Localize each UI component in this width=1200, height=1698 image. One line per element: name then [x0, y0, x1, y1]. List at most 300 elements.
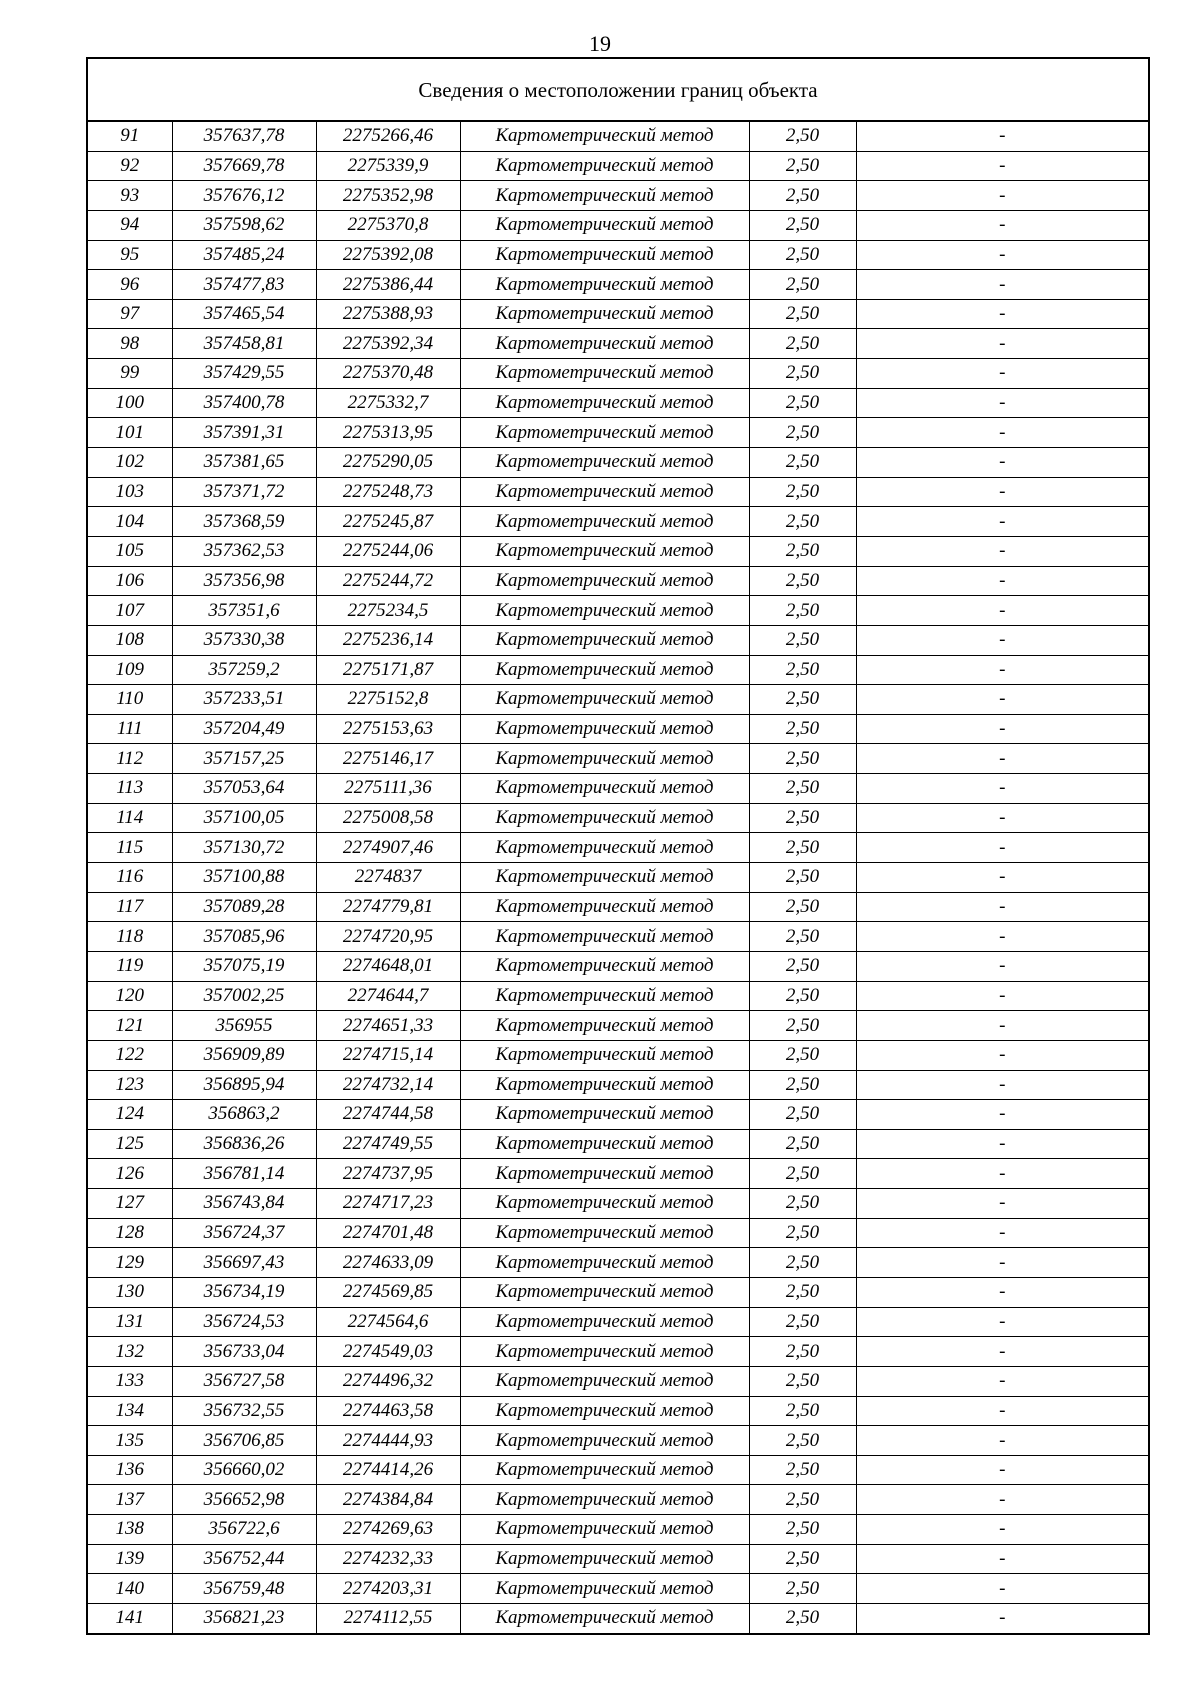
accuracy-cell: 2,50 — [749, 1337, 856, 1367]
accuracy-cell: 2,50 — [749, 714, 856, 744]
y-coordinate-cell: 2275234,5 — [316, 596, 460, 626]
accuracy-cell: 2,50 — [749, 240, 856, 270]
point-number-cell: 127 — [87, 1189, 172, 1219]
description-cell: - — [856, 477, 1149, 507]
table-row — [87, 448, 1149, 478]
y-coordinate-cell: 2275111,36 — [316, 774, 460, 804]
accuracy-cell: 2,50 — [749, 625, 856, 655]
method-cell: Картометрический метод — [460, 418, 749, 448]
y-coordinate-cell: 2275313,95 — [316, 418, 460, 448]
point-number-cell: 120 — [87, 981, 172, 1011]
point-number-cell: 96 — [87, 270, 172, 300]
y-coordinate-cell: 2274779,81 — [316, 892, 460, 922]
x-coordinate-cell: 356821,23 — [172, 1604, 316, 1634]
table-row — [87, 1277, 1149, 1307]
description-cell: - — [856, 1218, 1149, 1248]
y-coordinate-cell: 2275392,08 — [316, 240, 460, 270]
description-cell: - — [856, 329, 1149, 359]
x-coordinate-cell: 357157,25 — [172, 744, 316, 774]
y-coordinate-cell: 2275152,8 — [316, 685, 460, 715]
point-number-cell: 140 — [87, 1574, 172, 1604]
accuracy-cell: 2,50 — [749, 655, 856, 685]
table-row — [87, 922, 1149, 952]
point-number-cell: 101 — [87, 418, 172, 448]
point-number-cell: 103 — [87, 477, 172, 507]
y-coordinate-cell: 2274633,09 — [316, 1248, 460, 1278]
y-coordinate-cell: 2274907,46 — [316, 833, 460, 863]
point-number-cell: 121 — [87, 1011, 172, 1041]
y-coordinate-cell: 2275392,34 — [316, 329, 460, 359]
x-coordinate-cell: 357477,83 — [172, 270, 316, 300]
description-cell: - — [856, 1544, 1149, 1574]
y-coordinate-cell: 2274644,7 — [316, 981, 460, 1011]
accuracy-cell: 2,50 — [749, 418, 856, 448]
accuracy-cell: 2,50 — [749, 1455, 856, 1485]
point-number-cell: 91 — [87, 121, 172, 151]
table-row — [87, 507, 1149, 537]
method-cell: Картометрический метод — [460, 1396, 749, 1426]
description-cell: - — [856, 596, 1149, 626]
description-cell: - — [856, 981, 1149, 1011]
method-cell: Картометрический метод — [460, 1100, 749, 1130]
point-number-cell: 136 — [87, 1455, 172, 1485]
x-coordinate-cell: 357100,05 — [172, 803, 316, 833]
point-number-cell: 125 — [87, 1129, 172, 1159]
method-cell: Картометрический метод — [460, 299, 749, 329]
x-coordinate-cell: 357330,38 — [172, 625, 316, 655]
method-cell: Картометрический метод — [460, 1604, 749, 1634]
accuracy-cell: 2,50 — [749, 833, 856, 863]
point-number-cell: 118 — [87, 922, 172, 952]
point-number-cell: 94 — [87, 210, 172, 240]
y-coordinate-cell: 2274720,95 — [316, 922, 460, 952]
point-number-cell: 97 — [87, 299, 172, 329]
table-row — [87, 210, 1149, 240]
y-coordinate-cell: 2275244,06 — [316, 536, 460, 566]
accuracy-cell: 2,50 — [749, 566, 856, 596]
description-cell: - — [856, 655, 1149, 685]
point-number-cell: 100 — [87, 388, 172, 418]
accuracy-cell: 2,50 — [749, 388, 856, 418]
accuracy-cell: 2,50 — [749, 1604, 856, 1634]
description-cell: - — [856, 1366, 1149, 1396]
description-cell: - — [856, 270, 1149, 300]
accuracy-cell: 2,50 — [749, 507, 856, 537]
table-row — [87, 1040, 1149, 1070]
method-cell: Картометрический метод — [460, 863, 749, 893]
accuracy-cell: 2,50 — [749, 1011, 856, 1041]
x-coordinate-cell: 356727,58 — [172, 1366, 316, 1396]
description-cell: - — [856, 507, 1149, 537]
y-coordinate-cell: 2274112,55 — [316, 1604, 460, 1634]
point-number-cell: 130 — [87, 1277, 172, 1307]
y-coordinate-cell: 2275339,9 — [316, 151, 460, 181]
description-cell: - — [856, 1011, 1149, 1041]
accuracy-cell: 2,50 — [749, 1070, 856, 1100]
table-row — [87, 240, 1149, 270]
description-cell: - — [856, 1040, 1149, 1070]
x-coordinate-cell: 356863,2 — [172, 1100, 316, 1130]
method-cell: Картометрический метод — [460, 596, 749, 626]
method-cell: Картометрический метод — [460, 981, 749, 1011]
method-cell: Картометрический метод — [460, 744, 749, 774]
x-coordinate-cell: 356895,94 — [172, 1070, 316, 1100]
table-title-row — [87, 58, 1149, 121]
description-cell: - — [856, 1248, 1149, 1278]
y-coordinate-cell: 2274463,58 — [316, 1396, 460, 1426]
table-row — [87, 1366, 1149, 1396]
accuracy-cell: 2,50 — [749, 151, 856, 181]
table-row — [87, 596, 1149, 626]
point-number-cell: 137 — [87, 1485, 172, 1515]
table-row — [87, 625, 1149, 655]
table-row — [87, 388, 1149, 418]
description-cell: - — [856, 1189, 1149, 1219]
accuracy-cell: 2,50 — [749, 774, 856, 804]
description-cell: - — [856, 240, 1149, 270]
y-coordinate-cell: 2274549,03 — [316, 1337, 460, 1367]
description-cell: - — [856, 922, 1149, 952]
accuracy-cell: 2,50 — [749, 1366, 856, 1396]
method-cell: Картометрический метод — [460, 329, 749, 359]
y-coordinate-cell: 2275352,98 — [316, 181, 460, 211]
accuracy-cell: 2,50 — [749, 1189, 856, 1219]
x-coordinate-cell: 357362,53 — [172, 536, 316, 566]
method-cell: Картометрический метод — [460, 536, 749, 566]
accuracy-cell: 2,50 — [749, 448, 856, 478]
table-row — [87, 1159, 1149, 1189]
accuracy-cell: 2,50 — [749, 1515, 856, 1545]
description-cell: - — [856, 151, 1149, 181]
point-number-cell: 113 — [87, 774, 172, 804]
accuracy-cell: 2,50 — [749, 922, 856, 952]
method-cell: Картометрический метод — [460, 359, 749, 389]
table-row — [87, 714, 1149, 744]
accuracy-cell: 2,50 — [749, 270, 856, 300]
table-row — [87, 1544, 1149, 1574]
table-row — [87, 566, 1149, 596]
accuracy-cell: 2,50 — [749, 1574, 856, 1604]
x-coordinate-cell: 356706,85 — [172, 1426, 316, 1456]
description-cell: - — [856, 714, 1149, 744]
method-cell: Картометрический метод — [460, 1218, 749, 1248]
point-number-cell: 109 — [87, 655, 172, 685]
description-cell: - — [856, 1604, 1149, 1634]
x-coordinate-cell: 357391,31 — [172, 418, 316, 448]
x-coordinate-cell: 357002,25 — [172, 981, 316, 1011]
x-coordinate-cell: 356955 — [172, 1011, 316, 1041]
point-number-cell: 102 — [87, 448, 172, 478]
x-coordinate-cell: 357637,78 — [172, 121, 316, 151]
x-coordinate-cell: 357485,24 — [172, 240, 316, 270]
x-coordinate-cell: 357368,59 — [172, 507, 316, 537]
method-cell: Картометрический метод — [460, 1307, 749, 1337]
x-coordinate-cell: 356759,48 — [172, 1574, 316, 1604]
description-cell: - — [856, 121, 1149, 151]
point-number-cell: 122 — [87, 1040, 172, 1070]
accuracy-cell: 2,50 — [749, 1485, 856, 1515]
x-coordinate-cell: 357053,64 — [172, 774, 316, 804]
y-coordinate-cell: 2275386,44 — [316, 270, 460, 300]
x-coordinate-cell: 356652,98 — [172, 1485, 316, 1515]
description-cell: - — [856, 1307, 1149, 1337]
y-coordinate-cell: 2275388,93 — [316, 299, 460, 329]
y-coordinate-cell: 2275008,58 — [316, 803, 460, 833]
accuracy-cell: 2,50 — [749, 1277, 856, 1307]
accuracy-cell: 2,50 — [749, 1218, 856, 1248]
description-cell: - — [856, 536, 1149, 566]
y-coordinate-cell: 2275171,87 — [316, 655, 460, 685]
y-coordinate-cell: 2274732,14 — [316, 1070, 460, 1100]
accuracy-cell: 2,50 — [749, 981, 856, 1011]
accuracy-cell: 2,50 — [749, 803, 856, 833]
y-coordinate-cell: 2274701,48 — [316, 1218, 460, 1248]
table-row — [87, 833, 1149, 863]
accuracy-cell: 2,50 — [749, 1040, 856, 1070]
y-coordinate-cell: 2275332,7 — [316, 388, 460, 418]
method-cell: Картометрический метод — [460, 1248, 749, 1278]
method-cell: Картометрический метод — [460, 922, 749, 952]
point-number-cell: 124 — [87, 1100, 172, 1130]
point-number-cell: 95 — [87, 240, 172, 270]
table-row — [87, 270, 1149, 300]
x-coordinate-cell: 357130,72 — [172, 833, 316, 863]
y-coordinate-cell: 2274837 — [316, 863, 460, 893]
point-number-cell: 131 — [87, 1307, 172, 1337]
method-cell: Картометрический метод — [460, 1485, 749, 1515]
point-number-cell: 105 — [87, 536, 172, 566]
x-coordinate-cell: 356697,43 — [172, 1248, 316, 1278]
point-number-cell: 139 — [87, 1544, 172, 1574]
table-row — [87, 892, 1149, 922]
method-cell: Картометрический метод — [460, 121, 749, 151]
point-number-cell: 123 — [87, 1070, 172, 1100]
table-row — [87, 774, 1149, 804]
table-row — [87, 1100, 1149, 1130]
method-cell: Картометрический метод — [460, 1574, 749, 1604]
description-cell: - — [856, 1337, 1149, 1367]
y-coordinate-cell: 2274564,6 — [316, 1307, 460, 1337]
table-row — [87, 1426, 1149, 1456]
x-coordinate-cell: 356724,53 — [172, 1307, 316, 1337]
x-coordinate-cell: 357429,55 — [172, 359, 316, 389]
point-number-cell: 134 — [87, 1396, 172, 1426]
y-coordinate-cell: 2275248,73 — [316, 477, 460, 507]
table-row — [87, 1011, 1149, 1041]
table-row — [87, 151, 1149, 181]
method-cell: Картометрический метод — [460, 1011, 749, 1041]
point-number-cell: 129 — [87, 1248, 172, 1278]
table-row — [87, 1337, 1149, 1367]
point-number-cell: 92 — [87, 151, 172, 181]
x-coordinate-cell: 357371,72 — [172, 477, 316, 507]
table-row — [87, 1307, 1149, 1337]
x-coordinate-cell: 357465,54 — [172, 299, 316, 329]
x-coordinate-cell: 356743,84 — [172, 1189, 316, 1219]
point-number-cell: 117 — [87, 892, 172, 922]
accuracy-cell: 2,50 — [749, 1307, 856, 1337]
point-number-cell: 99 — [87, 359, 172, 389]
y-coordinate-cell: 2274232,33 — [316, 1544, 460, 1574]
x-coordinate-cell: 356724,37 — [172, 1218, 316, 1248]
description-cell: - — [856, 1129, 1149, 1159]
method-cell: Картометрический метод — [460, 685, 749, 715]
accuracy-cell: 2,50 — [749, 1544, 856, 1574]
accuracy-cell: 2,50 — [749, 596, 856, 626]
y-coordinate-cell: 2275245,87 — [316, 507, 460, 537]
description-cell: - — [856, 1100, 1149, 1130]
point-number-cell: 133 — [87, 1366, 172, 1396]
accuracy-cell: 2,50 — [749, 951, 856, 981]
accuracy-cell: 2,50 — [749, 121, 856, 151]
description-cell: - — [856, 951, 1149, 981]
accuracy-cell: 2,50 — [749, 1129, 856, 1159]
accuracy-cell: 2,50 — [749, 1396, 856, 1426]
method-cell: Картометрический метод — [460, 1426, 749, 1456]
x-coordinate-cell: 357089,28 — [172, 892, 316, 922]
boundary-coordinates-table — [86, 57, 1150, 1635]
x-coordinate-cell: 356909,89 — [172, 1040, 316, 1070]
description-cell: - — [856, 803, 1149, 833]
point-number-cell: 132 — [87, 1337, 172, 1367]
point-number-cell: 108 — [87, 625, 172, 655]
x-coordinate-cell: 357075,19 — [172, 951, 316, 981]
y-coordinate-cell: 2274414,26 — [316, 1455, 460, 1485]
accuracy-cell: 2,50 — [749, 744, 856, 774]
point-number-cell: 138 — [87, 1515, 172, 1545]
point-number-cell: 119 — [87, 951, 172, 981]
point-number-cell: 128 — [87, 1218, 172, 1248]
method-cell: Картометрический метод — [460, 1455, 749, 1485]
description-cell: - — [856, 418, 1149, 448]
page-number: 19 — [589, 31, 611, 56]
x-coordinate-cell: 357100,88 — [172, 863, 316, 893]
description-cell: - — [856, 299, 1149, 329]
description-cell: - — [856, 566, 1149, 596]
method-cell: Картометрический метод — [460, 951, 749, 981]
y-coordinate-cell: 2275370,48 — [316, 359, 460, 389]
y-coordinate-cell: 2274569,85 — [316, 1277, 460, 1307]
method-cell: Картометрический метод — [460, 803, 749, 833]
accuracy-cell: 2,50 — [749, 299, 856, 329]
accuracy-cell: 2,50 — [749, 210, 856, 240]
accuracy-cell: 2,50 — [749, 1248, 856, 1278]
table-row — [87, 1604, 1149, 1634]
y-coordinate-cell: 2274444,93 — [316, 1426, 460, 1456]
point-number-cell: 93 — [87, 181, 172, 211]
method-cell: Картометрический метод — [460, 1040, 749, 1070]
description-cell: - — [856, 1574, 1149, 1604]
method-cell: Картометрический метод — [460, 477, 749, 507]
method-cell: Картометрический метод — [460, 655, 749, 685]
accuracy-cell: 2,50 — [749, 477, 856, 507]
description-cell: - — [856, 388, 1149, 418]
point-number-cell: 141 — [87, 1604, 172, 1634]
y-coordinate-cell: 2275153,63 — [316, 714, 460, 744]
accuracy-cell: 2,50 — [749, 359, 856, 389]
table-row — [87, 418, 1149, 448]
table-row — [87, 181, 1149, 211]
method-cell: Картометрический метод — [460, 833, 749, 863]
method-cell: Картометрический метод — [460, 151, 749, 181]
method-cell: Картометрический метод — [460, 1129, 749, 1159]
description-cell: - — [856, 685, 1149, 715]
method-cell: Картометрический метод — [460, 1277, 749, 1307]
point-number-cell: 111 — [87, 714, 172, 744]
x-coordinate-cell: 357085,96 — [172, 922, 316, 952]
table-row — [87, 655, 1149, 685]
x-coordinate-cell: 356781,14 — [172, 1159, 316, 1189]
y-coordinate-cell: 2274749,55 — [316, 1129, 460, 1159]
point-number-cell: 114 — [87, 803, 172, 833]
x-coordinate-cell: 357204,49 — [172, 714, 316, 744]
y-coordinate-cell: 2274384,84 — [316, 1485, 460, 1515]
accuracy-cell: 2,50 — [749, 685, 856, 715]
point-number-cell: 116 — [87, 863, 172, 893]
accuracy-cell: 2,50 — [749, 1100, 856, 1130]
table-row — [87, 121, 1149, 151]
y-coordinate-cell: 2274648,01 — [316, 951, 460, 981]
method-cell: Картометрический метод — [460, 774, 749, 804]
x-coordinate-cell: 357233,51 — [172, 685, 316, 715]
x-coordinate-cell: 356732,55 — [172, 1396, 316, 1426]
table-row — [87, 477, 1149, 507]
description-cell: - — [856, 210, 1149, 240]
point-number-cell: 98 — [87, 329, 172, 359]
y-coordinate-cell: 2274737,95 — [316, 1159, 460, 1189]
method-cell: Картометрический метод — [460, 507, 749, 537]
x-coordinate-cell: 356733,04 — [172, 1337, 316, 1367]
y-coordinate-cell: 2275370,8 — [316, 210, 460, 240]
accuracy-cell: 2,50 — [749, 1159, 856, 1189]
point-number-cell: 112 — [87, 744, 172, 774]
table-row — [87, 1396, 1149, 1426]
table-row — [87, 803, 1149, 833]
x-coordinate-cell: 356836,26 — [172, 1129, 316, 1159]
y-coordinate-cell: 2274269,63 — [316, 1515, 460, 1545]
x-coordinate-cell: 356660,02 — [172, 1455, 316, 1485]
table-row — [87, 299, 1149, 329]
table-title: Сведения о местоположении границ объекта — [87, 58, 1149, 121]
accuracy-cell: 2,50 — [749, 536, 856, 566]
point-number-cell: 107 — [87, 596, 172, 626]
x-coordinate-cell: 357259,2 — [172, 655, 316, 685]
table-row — [87, 981, 1149, 1011]
description-cell: - — [856, 833, 1149, 863]
method-cell: Картометрический метод — [460, 210, 749, 240]
method-cell: Картометрический метод — [460, 1189, 749, 1219]
accuracy-cell: 2,50 — [749, 892, 856, 922]
point-number-cell: 135 — [87, 1426, 172, 1456]
accuracy-cell: 2,50 — [749, 1426, 856, 1456]
accuracy-cell: 2,50 — [749, 863, 856, 893]
method-cell: Картометрический метод — [460, 270, 749, 300]
description-cell: - — [856, 1277, 1149, 1307]
point-number-cell: 110 — [87, 685, 172, 715]
table-row — [87, 1070, 1149, 1100]
point-number-cell: 106 — [87, 566, 172, 596]
table-row — [87, 1218, 1149, 1248]
method-cell: Картометрический метод — [460, 1515, 749, 1545]
x-coordinate-cell: 356734,19 — [172, 1277, 316, 1307]
description-cell: - — [856, 448, 1149, 478]
description-cell: - — [856, 892, 1149, 922]
x-coordinate-cell: 357669,78 — [172, 151, 316, 181]
table-row — [87, 1485, 1149, 1515]
x-coordinate-cell: 357458,81 — [172, 329, 316, 359]
y-coordinate-cell: 2274715,14 — [316, 1040, 460, 1070]
table-row — [87, 329, 1149, 359]
